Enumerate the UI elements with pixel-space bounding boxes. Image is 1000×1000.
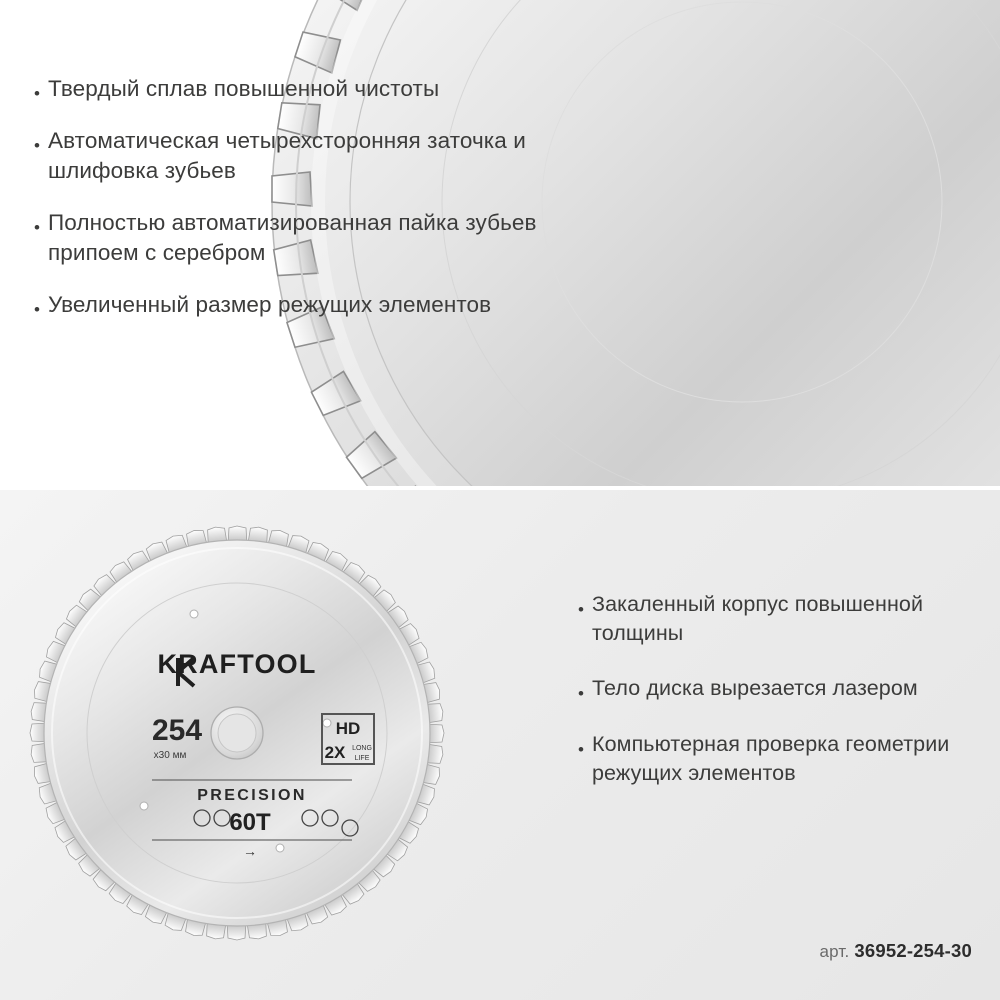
bullet-marker-icon: • [34, 84, 40, 103]
list-item [578, 674, 978, 703]
bullet-marker-icon: • [578, 684, 584, 704]
top-feature-list [34, 74, 594, 342]
list-item [578, 730, 978, 788]
blade-bore-text: x30 мм [153, 750, 187, 761]
bullet-marker-icon: • [34, 217, 40, 237]
list-item [34, 208, 594, 268]
list-item-label: Компьютерная проверка геометрии режущих элементов [592, 731, 950, 785]
bottom-feature-list [578, 590, 978, 814]
blade-brand-text: KRAFTOOL [157, 649, 317, 679]
blade-rotation-arrow-icon: → [243, 843, 257, 859]
blade-badge-hd-text: HD [335, 719, 361, 738]
bottom-panel [0, 490, 1000, 1000]
section-divider [0, 486, 1000, 490]
bullet-marker-icon: • [34, 135, 40, 155]
blade-badge-long-text: LONG [352, 745, 372, 752]
blade-badge-2x-text: 2X [324, 743, 346, 762]
list-item-label: Увеличенный размер режущих элементов [48, 291, 492, 317]
blade-diameter-text: 254 [151, 714, 203, 747]
saw-blade-product-illustration [22, 518, 452, 948]
bullet-marker-icon: • [578, 739, 584, 759]
list-item-label: Автоматическая четырехсторонняя заточка и шлифовка зубьев [48, 127, 526, 183]
blade-teeth-count-text: 60T [229, 809, 271, 836]
article-number [819, 940, 972, 962]
article-code: 36952-254-30 [854, 940, 972, 961]
blade-series-text: PRECISION [197, 787, 307, 804]
top-panel [0, 0, 1000, 486]
list-item [34, 126, 594, 186]
bullet-marker-icon: • [578, 600, 584, 619]
list-item-label: Закаленный корпус повышенной толщины [592, 592, 924, 646]
list-item-label: Тело диска вырезается лазером [592, 676, 918, 701]
list-item-label: Полностью автоматизированная пайка зубьев припоем с серебром [48, 209, 537, 265]
blade-badge-life-text: LIFE [354, 755, 370, 762]
list-item [578, 590, 978, 648]
list-item [34, 290, 594, 320]
bullet-marker-icon: • [34, 299, 40, 319]
list-item [34, 74, 594, 104]
article-label: арт. [819, 942, 850, 961]
list-item-label: Твердый сплав повышенной чистоты [48, 76, 440, 101]
